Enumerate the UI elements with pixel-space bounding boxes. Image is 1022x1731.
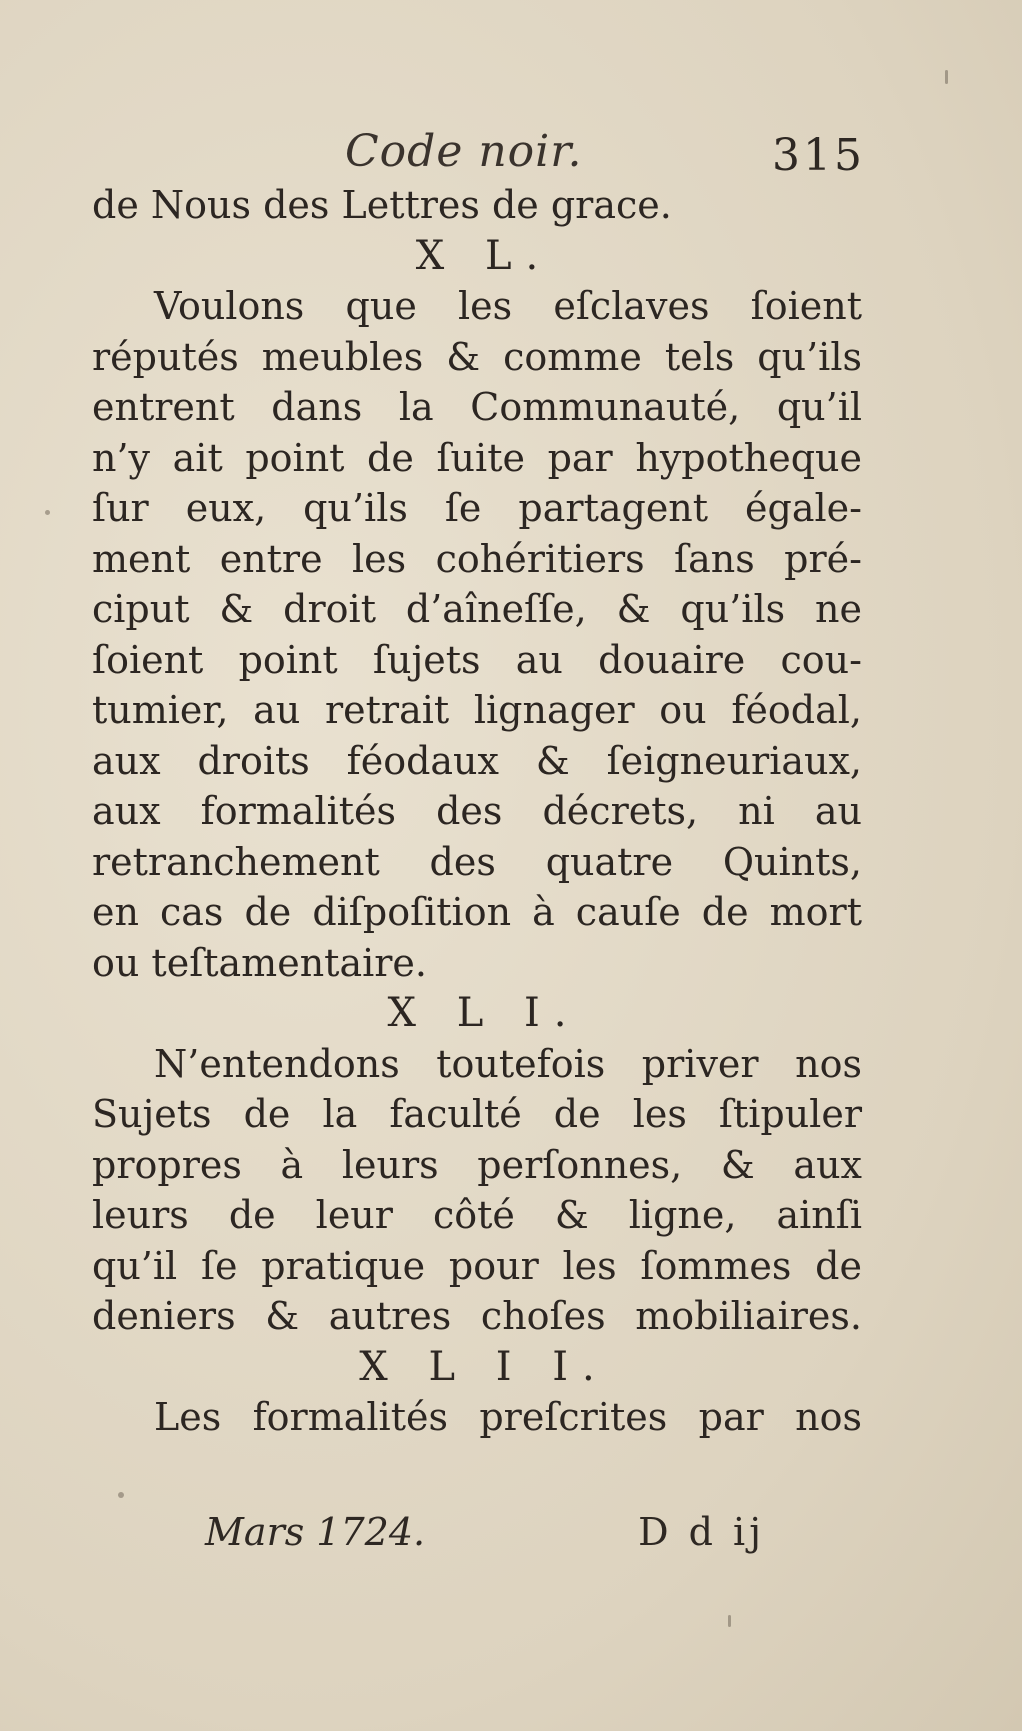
text-line: de Nous des Lettres de grace. (92, 183, 672, 227)
text-line: deniers & autres choſes mobiliaires. (92, 1294, 862, 1338)
text-line: tumier, au retrait lignager ou féodal, (92, 688, 862, 732)
page-footer (205, 1510, 765, 1570)
text-line: N’entendons toutefois priver nos (154, 1041, 862, 1086)
page-header (95, 118, 865, 188)
signature-mark: D d ij (638, 1510, 765, 1554)
text-line: propres à leurs perſonnes, & aux (92, 1142, 862, 1187)
paper-speck (118, 1492, 124, 1498)
text-line: aux droits féodaux & ſeigneuriaux, (92, 738, 862, 783)
paper-speck (728, 1615, 731, 1627)
text-line: ſur eux, qu’ils ſe partagent égale- (92, 486, 862, 530)
text-line: Sujets de la faculté de les ſtipuler (92, 1092, 862, 1136)
catchword-date: Mars 1724. (205, 1510, 426, 1554)
text-line: ſoient point ſujets au douaire cou- (92, 637, 862, 682)
article-heading-xli: X L I. (387, 990, 581, 1036)
text-line: réputés meubles & comme tels qu’ils (92, 334, 862, 379)
text-line: ment entre les cohéritiers ſans pré- (92, 536, 862, 581)
paper-speck (945, 70, 948, 84)
article-heading-xlii: X L I I. (359, 1343, 609, 1390)
text-line: leurs de leur côté & ligne, ainſi (92, 1193, 862, 1237)
text-line: entrent dans la Communauté, qu’il (92, 385, 862, 429)
running-title: Code noir. (345, 126, 583, 177)
text-line: ciput & droit d’aîneſſe, & qu’ils ne (92, 587, 862, 631)
text-line: n’y ait point de ſuite par hypotheque (92, 435, 862, 480)
text-line: qu’il ſe pratique pour les ſommes de (92, 1243, 862, 1288)
body-text (92, 180, 862, 1443)
text-line: ou teſtamentaire. (92, 940, 427, 985)
page-number: 315 (772, 130, 865, 181)
text-line: aux formalités des décrets, ni au (92, 789, 862, 833)
paper-speck (45, 510, 50, 515)
text-line: retranchement des quatre Quints, (92, 839, 862, 884)
text-line: Les formalités preſcrites par nos (154, 1395, 862, 1439)
text-line: Voulons que les eſclaves ſoient (154, 284, 862, 328)
article-heading-xl: X L. (415, 232, 553, 279)
text-line: en cas de diſpoſition à cauſe de mort (92, 890, 862, 934)
